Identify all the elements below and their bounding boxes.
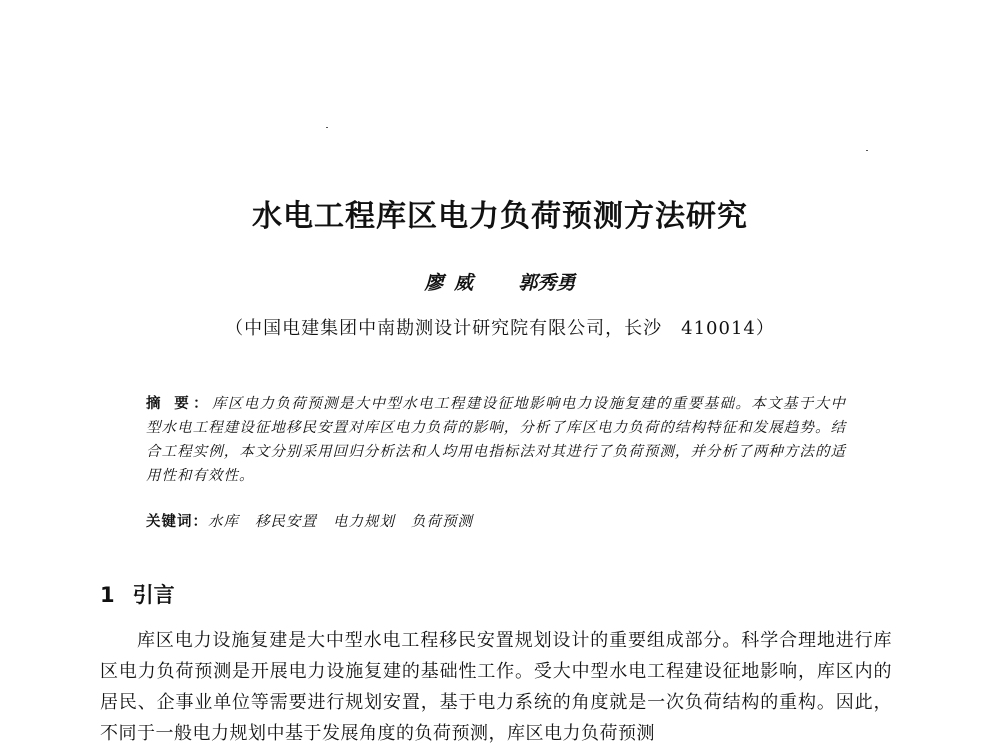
keyword: 负荷预测 <box>411 514 473 530</box>
abstract-text: 库区电力负荷预测是大中型水电工程建设征地影响电力设施复建的重要基础。本文基于大中型水电工程建设征地移民安置对库区电力负荷的影响，分析了库区电力负荷的结构特征和发展趋势。结合工程实例，本文分别采用回归分析法和人均用电指标法对其进行了负荷预测，并分析了两种方法的适用性和有效性。 <box>146 396 846 484</box>
abstract <box>146 392 846 488</box>
scan-speck <box>326 127 328 128</box>
scan-speck <box>866 150 868 151</box>
section-heading <box>100 579 175 609</box>
paper-title: 水电工程库区电力负荷预测方法研究 <box>252 199 748 234</box>
author-list <box>0 268 1000 295</box>
keywords <box>146 510 846 531</box>
author-affiliation: （中国电建集团中南勘测设计研究院有限公司，长沙 410014） <box>225 318 775 339</box>
keyword: 移民安置 <box>255 514 317 530</box>
author-name: 郭秀勇 <box>518 272 576 294</box>
body-paragraph: 库区电力设施复建是大中型水电工程移民安置规划设计的重要组成部分。科学合理地进行库区电力负荷预测是开展电力设施复建的基础性工作。受大中型水电工程建设征地影响，库区内的居民、企事业单位等需要进行规划安置，基于电力系统的角度就是一次负荷结构的重构。因此，不同于一般电力规划中基于发展角度的负荷预测，库区电力负荷预测 <box>100 630 892 744</box>
section-number: 1 <box>100 583 115 607</box>
section-title: 引言 <box>132 583 175 607</box>
keywords-label: 关键词： <box>146 513 208 530</box>
author-name: 廖 威 <box>424 272 474 294</box>
keyword: 水库 <box>208 514 239 530</box>
keyword: 电力规划 <box>333 514 395 530</box>
abstract-label: 摘 要： <box>146 395 212 412</box>
